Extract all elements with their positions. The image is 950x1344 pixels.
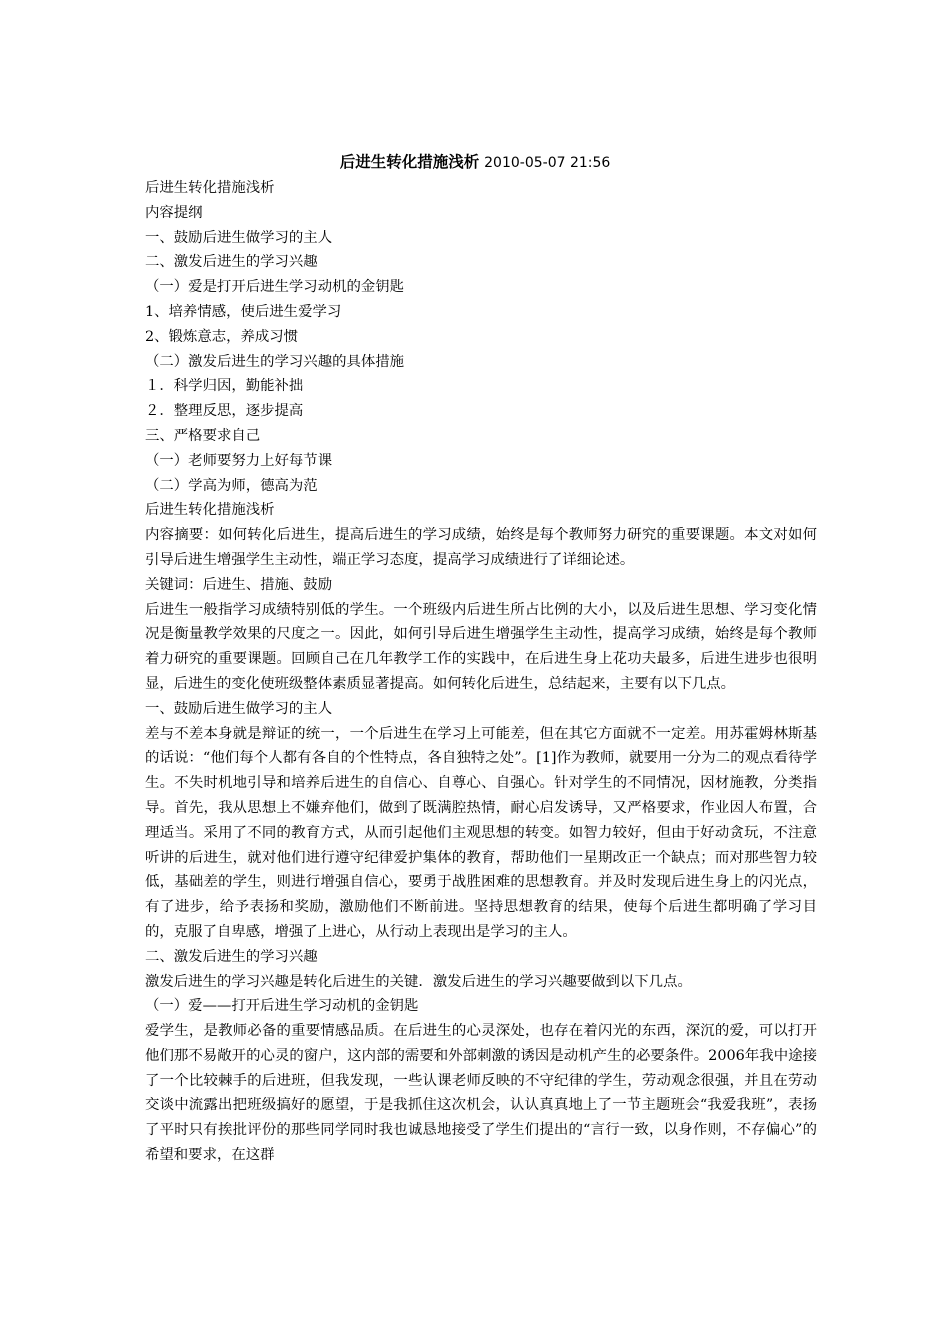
document-title — [0, 151, 950, 174]
title-text: 后进生转化措施浅析 — [339, 152, 480, 171]
outline-item: 三、严格要求自己 — [145, 427, 261, 444]
subsection-heading: （一）爱——打开后进生学习动机的金钥匙 — [145, 998, 419, 1015]
body-paragraph: 后进生一般指学习成绩特别低的学生。一个班级内后进生所占比例的大小，以及后进生思想、学习变化情况是衡量教学效果的尺度之一。因此，如何引导后进生增强学生主动性，提高学习成绩，始终是每个教师着力研究的重要课题。回顾自己在几年教学工作的实践中，在后进生身上花功夫最多，后进生进步也很明显，后进生的变化使班级整体素质显著提高。如何转化后进生，总结起来，主要有以下几点。 — [145, 601, 817, 692]
outline-item: （二）学高为师，德高为范 — [145, 477, 318, 494]
outline-item: 二、激发后进生的学习兴趣 — [145, 254, 318, 271]
outline-heading: 内容提纲 — [145, 204, 203, 221]
outline-item: （二）激发后进生的学习兴趣的具体措施 — [145, 353, 405, 370]
outline-item: （一）爱是打开后进生学习动机的金钥匙 — [145, 279, 405, 296]
document-body — [145, 176, 817, 1168]
toc-title: 后进生转化措施浅析 — [145, 180, 275, 196]
outline-item: 2、锻炼意志，养成习惯 — [145, 328, 299, 345]
body-paragraph: 爱学生，是教师必备的重要情感品质。在后进生的心灵深处，也存在着闪光的东西，深沉的爱，可以打开他们那不易敞开的心灵的窗户，这内部的需要和外部刺激的诱因是动机产生的必要条件。2006年我中途接了一个比较棘手的后进班，但我发现，一些认课老师反映的不守纪律的学生，劳动观念很强，并且在劳动交谈中流露出把班级搞好的愿望，于是我抓住这次机会，认认真真地上了一节主题班会“我爱我班”，表扬了平时只有挨批评份的那些同学同时我也诚恳地接受了学生们提出的“言行一致，以身作则，不存偏心”的希望和要求，在这群 — [145, 1023, 817, 1164]
outline-item: １．科学归因，勤能补拙 — [145, 378, 304, 395]
outline-item: （一）老师要努力上好每节课 — [145, 452, 333, 469]
body-paragraph: 差与不差本身就是辩证的统一，一个后进生在学习上可能差，但在其它方面就不一定差。用苏霍姆林斯基的话说：“他们每个人都有各自的个性特点，各自独特之处”。[1]作为教师，就要用一分为二的观点看待学生。不失时机地引导和培养后进生的自信心、自尊心、自强心。针对学生的不同情况，因材施教，分类指导。首先，我从思想上不嫌弃他们，做到了既满腔热情，耐心启发诱导，又严格要求，作业因人布置，合理适当。采用了不同的教育方式，从而引起他们主观思想的转变。如智力较好，但由于好动贪玩，不注意听讲的后进生，就对他们进行遵守纪律爱护集体的教育，帮助他们一星期改正一个缺点；而对那些智力较低，基础差的学生，则进行增强自信心，要勇于战胜困难的思想教育。并及时发现后进生身上的闪光点，有了进步，给予表扬和奖励，激励他们不断前进。坚持思想教育的结果，使每个后进生都明确了学习目的，克服了自卑感，增强了上进心，从行动上表现出是学习的主人。 — [145, 725, 817, 940]
body-paragraph: 激发后进生的学习兴趣是转化后进生的关键．激发后进生的学习兴趣要做到以下几点。 — [145, 973, 692, 990]
outline-item: ２．整理反思，逐步提高 — [145, 403, 304, 420]
outline-item: 一、鼓励后进生做学习的主人 — [145, 229, 333, 246]
abstract-paragraph: 内容摘要：如何转化后进生，提高后进生的学习成绩，始终是每个教师努力研究的重要课题。本文对如何引导后进生增强学生主动性，端正学习态度，提高学习成绩进行了详细论述。 — [145, 527, 817, 568]
article-title: 后进生转化措施浅析 — [145, 502, 275, 519]
section-heading: 二、激发后进生的学习兴趣 — [145, 948, 318, 965]
keywords-line: 关键词：后进生、措施、鼓励 — [145, 576, 333, 593]
outline-item: 1、培养情感，使后进生爱学习 — [145, 303, 342, 320]
title-datetime: 2010-05-07 21:56 — [484, 155, 611, 171]
section-heading: 一、鼓励后进生做学习的主人 — [145, 700, 333, 717]
